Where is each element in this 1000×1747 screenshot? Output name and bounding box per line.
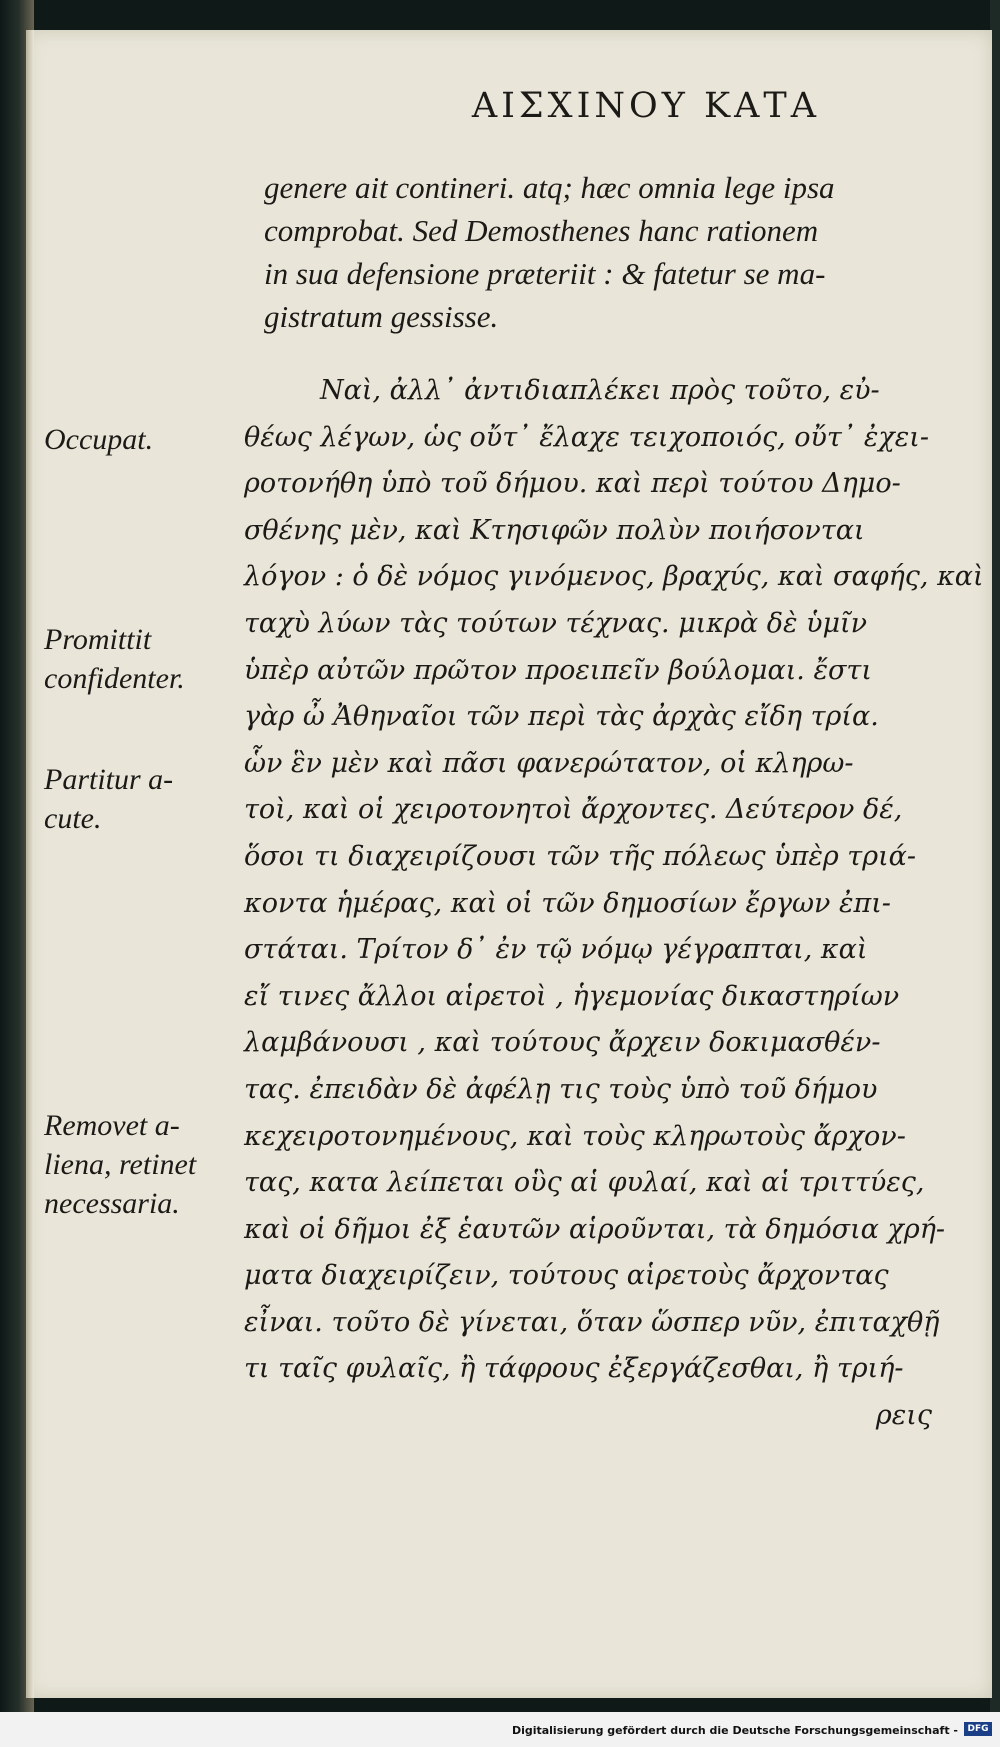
greek-line: ὅσοι τι διαχειρίζουσι τῶν τῆς πόλεως ὑπὲρ τριά- — [244, 840, 917, 872]
greek-line: καὶ οἱ δῆμοι ἐξ ἑαυτῶν αἱροῦνται, τὰ δημόσια χρή- — [244, 1213, 946, 1245]
greek-line: γὰρ ὦ Ἀθηναῖοι τῶν περὶ τὰς ἀρχὰς εἴδη τρία. — [244, 701, 879, 733]
latin-line: gistratum gessisse. — [264, 299, 499, 334]
dfg-logo-icon: DFG — [964, 1722, 992, 1736]
greek-line: τας, κατα λείπεται οὓς αἱ φυλαί, καὶ αἱ τριττύες, — [244, 1167, 925, 1199]
latin-line: genere ait contineri. atq; hæc omnia lege ipsa — [264, 170, 835, 205]
greek-line: εἴ τινες ἄλλοι αἱρετοὶ , ἡγεμονίας δικαστηρίων — [244, 980, 900, 1012]
greek-line: κοντα ἡμέρας, καὶ οἱ τῶν δημοσίων ἔργων ἐπι- — [244, 887, 891, 919]
latin-line: comprobat. Sed Demosthenes hanc rationem — [264, 213, 819, 248]
marginal-note-line: Occupat. — [44, 423, 154, 456]
greek-line: στάται. Τρίτον δ᾽ ἐν τῷ νόμῳ γέγραπται, καὶ — [244, 934, 868, 966]
greek-main-text — [244, 368, 984, 1440]
latin-line: in sua defensione præteriit : & fatetur se ma- — [264, 256, 826, 291]
greek-line: κεχειροτονημένους, καὶ τοὺς κληρωτοὺς ἄρχον- — [244, 1120, 906, 1152]
greek-catchword: ρεις — [875, 1400, 932, 1432]
greek-line: τοὶ, καὶ οἱ χειροτονητοὶ ἄρχοντες. Δεύτερον δέ, — [244, 794, 903, 826]
greek-line: τι ταῖς φυλαῖς, ἢ τάφρους ἐξεργάζεσθαι, ἢ τριή- — [244, 1353, 904, 1385]
footer-credit: Digitalisierung gefördert durch die Deutsche Forschungsgemeinschaft - — [511, 1724, 958, 1737]
greek-line: θέως λέγων, ὡς οὔτ᾽ ἔλαχε τειχοποιός, οὔτ᾽ ἐχει- — [244, 421, 929, 453]
greek-line: ὑπὲρ αὐτῶν πρῶτον προειπεῖν βούλομαι. ἔστι — [244, 654, 872, 686]
greek-line: ματα διαχειρίζειν, τούτους αἱρετοὺς ἄρχοντας — [244, 1260, 889, 1292]
marginal-note-line: Removet a- — [44, 1109, 180, 1142]
marginal-note-partitur — [44, 760, 254, 838]
greek-line: Ναὶ, ἀλλ᾽ ἀντιδιαπλέκει πρὸς τοῦτο, εὐ- — [320, 375, 880, 406]
marginal-note-removet — [44, 1106, 254, 1223]
greek-line: λαμβάνουσι , καὶ τούτους ἄρχειν δοκιμασθέν- — [244, 1027, 881, 1059]
greek-line: ταχὺ λύων τὰς τούτων τέχνας. μικρὰ δὲ ὑμῖν — [244, 607, 868, 639]
greek-line: τας. ἐπειδὰν δὲ ἀφέλῃ τις τοὺς ὑπὸ τοῦ δήμου — [244, 1073, 878, 1105]
marginal-note-line: Promittit — [44, 623, 152, 656]
marginal-note-promittit — [44, 620, 254, 698]
greek-line: ροτονήθη ὑπὸ τοῦ δήμου. καὶ περὶ τούτου Δημο- — [244, 468, 901, 500]
marginal-note-line: necessaria. — [44, 1187, 180, 1220]
greek-line: εἶναι. τοῦτο δὲ γίνεται, ὅταν ὥσπερ νῦν, ἐπιταχθῇ — [244, 1306, 940, 1338]
greek-line: λόγον : ὁ δὲ νόμος γινόμενος, βραχύς, καὶ σαφής, καὶ — [244, 561, 984, 593]
latin-summary — [264, 166, 964, 338]
marginal-note-line: liena, retinet — [44, 1148, 197, 1181]
greek-line: σθένης μὲν, καὶ Κτησιφῶν πολὺν ποιήσονται — [244, 514, 865, 546]
marginal-note-line: Partitur a- — [44, 763, 174, 796]
greek-line: ὧν ἓν μὲν καὶ πᾶσι φανερώτατον, οἱ κληρω- — [244, 747, 854, 779]
running-head: ΑΙΣΧΙΝΟΥ ΚΑΤΑ — [471, 86, 820, 126]
marginal-note-occupat — [44, 420, 254, 459]
marginal-note-line: confidenter. — [44, 662, 185, 695]
marginal-note-line: cute. — [44, 802, 102, 835]
